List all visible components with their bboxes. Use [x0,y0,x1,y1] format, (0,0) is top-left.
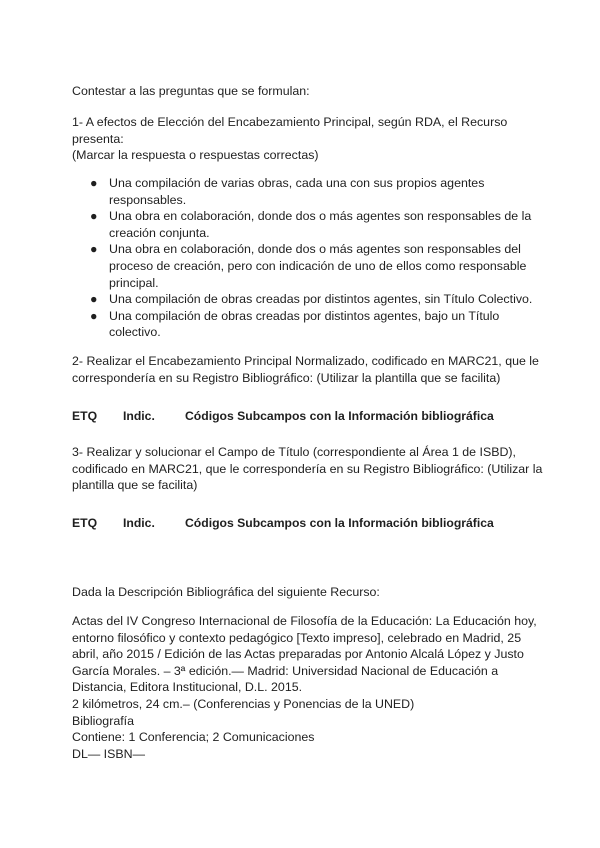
answer-option-text: responsables. [109,192,187,207]
question-3-line: 3- Realizar y solucionar el Campo de Título (correspondiente al Área 1 de ISBD), [72,445,516,459]
answer-option-text: principal. [109,275,159,290]
question-2-line: 2- Realizar el Encabezamiento Principal Normalizado, codificado en MARC21, que le [72,354,539,368]
answer-option[interactable] [72,208,532,241]
description-line: Distancia, Editora Institucional, D.L. 2015. [72,680,303,695]
answer-option[interactable] [72,175,527,208]
question-1-line: 1- A efectos de Elección del Encabezamiento Principal, según RDA, el Recurso [72,115,508,129]
bullet-icon: ● [90,308,98,323]
template-etq-label: ETQ [72,516,98,530]
bullet-icon: ● [90,209,98,224]
question-2 [72,353,539,386]
template-etq-label: ETQ [72,409,98,423]
answer-option[interactable] [72,308,527,341]
description-line: abril, año 2015 / Edición de las Actas preparadas por Antonio Alcalá López y Justo [72,647,524,662]
bullet-icon: ● [90,242,98,257]
bullet-icon: ● [90,176,98,190]
question-3-line: plantilla que se facilita) [72,478,198,493]
bibliographic-description [72,613,537,762]
intro-text: Contestar a las preguntas que se formulan: [72,84,310,98]
bullet-icon: ● [90,292,98,307]
answer-option[interactable] [72,241,527,291]
description-line: Contiene: 1 Conferencia; 2 Comunicaciones [72,730,315,745]
description-line: DL— ISBN— [72,746,145,761]
answer-option-text: Una obra en colaboración, donde dos o más agentes son responsables de la [109,209,532,224]
question-1-line: presenta: [72,131,124,146]
template-indic-label: Indic. [123,409,155,423]
answer-option-text: proceso de creación, pero con indicación de uno de ellos como responsable [109,258,527,273]
answer-option-text: Una compilación de varias obras, cada una con sus propios agentes [109,176,485,190]
question-2-line: correspondería en su Registro Bibliográfico: (Utilizar la plantilla que se facilita) [72,370,501,385]
question-3 [72,444,543,494]
question-1 [72,114,534,164]
description-line: 2 kilómetros, 24 cm.– (Conferencias y Ponencias de la UNED) [72,696,415,711]
answer-options-list [72,175,533,341]
description-line: entorno filosófico y contexto pedagógico [Texto impreso], celebrado en Madrid, 25 [72,630,522,645]
question-1-note: (Marcar la respuesta o respuestas correctas) [72,148,319,163]
description-line: Actas del IV Congreso Internacional de Filosofía de la Educación: La Educación hoy, [72,614,537,628]
description-line: Bibliografía [72,713,134,728]
resource-heading: Dada la Descripción Bibliográfica del siguiente Recurso: [72,585,380,599]
question-3-line: codificado en MARC21, que le correspondería en su Registro Bibliográfico: (Utilizar la [72,461,543,476]
description-line: García Morales. – 3ª edición.— Madrid: Universidad Nacional de Educación a [72,663,499,678]
answer-option-text: Una obra en colaboración, donde dos o más agentes son responsables del [109,242,521,257]
answer-option-text: Una compilación de obras creadas por distintos agentes, sin Título Colectivo. [109,292,533,307]
template-codes-label: Códigos Subcampos con la Información bibliográfica [185,516,494,530]
answer-option-text: Una compilación de obras creadas por distintos agentes, bajo un Título [109,308,500,323]
template-indic-label: Indic. [123,516,155,530]
answer-option[interactable] [72,291,533,308]
template-codes-label: Códigos Subcampos con la Información bibliográfica [185,409,494,423]
answer-option-text: creación conjunta. [109,225,210,240]
answer-option-text: colectivo. [109,325,161,340]
